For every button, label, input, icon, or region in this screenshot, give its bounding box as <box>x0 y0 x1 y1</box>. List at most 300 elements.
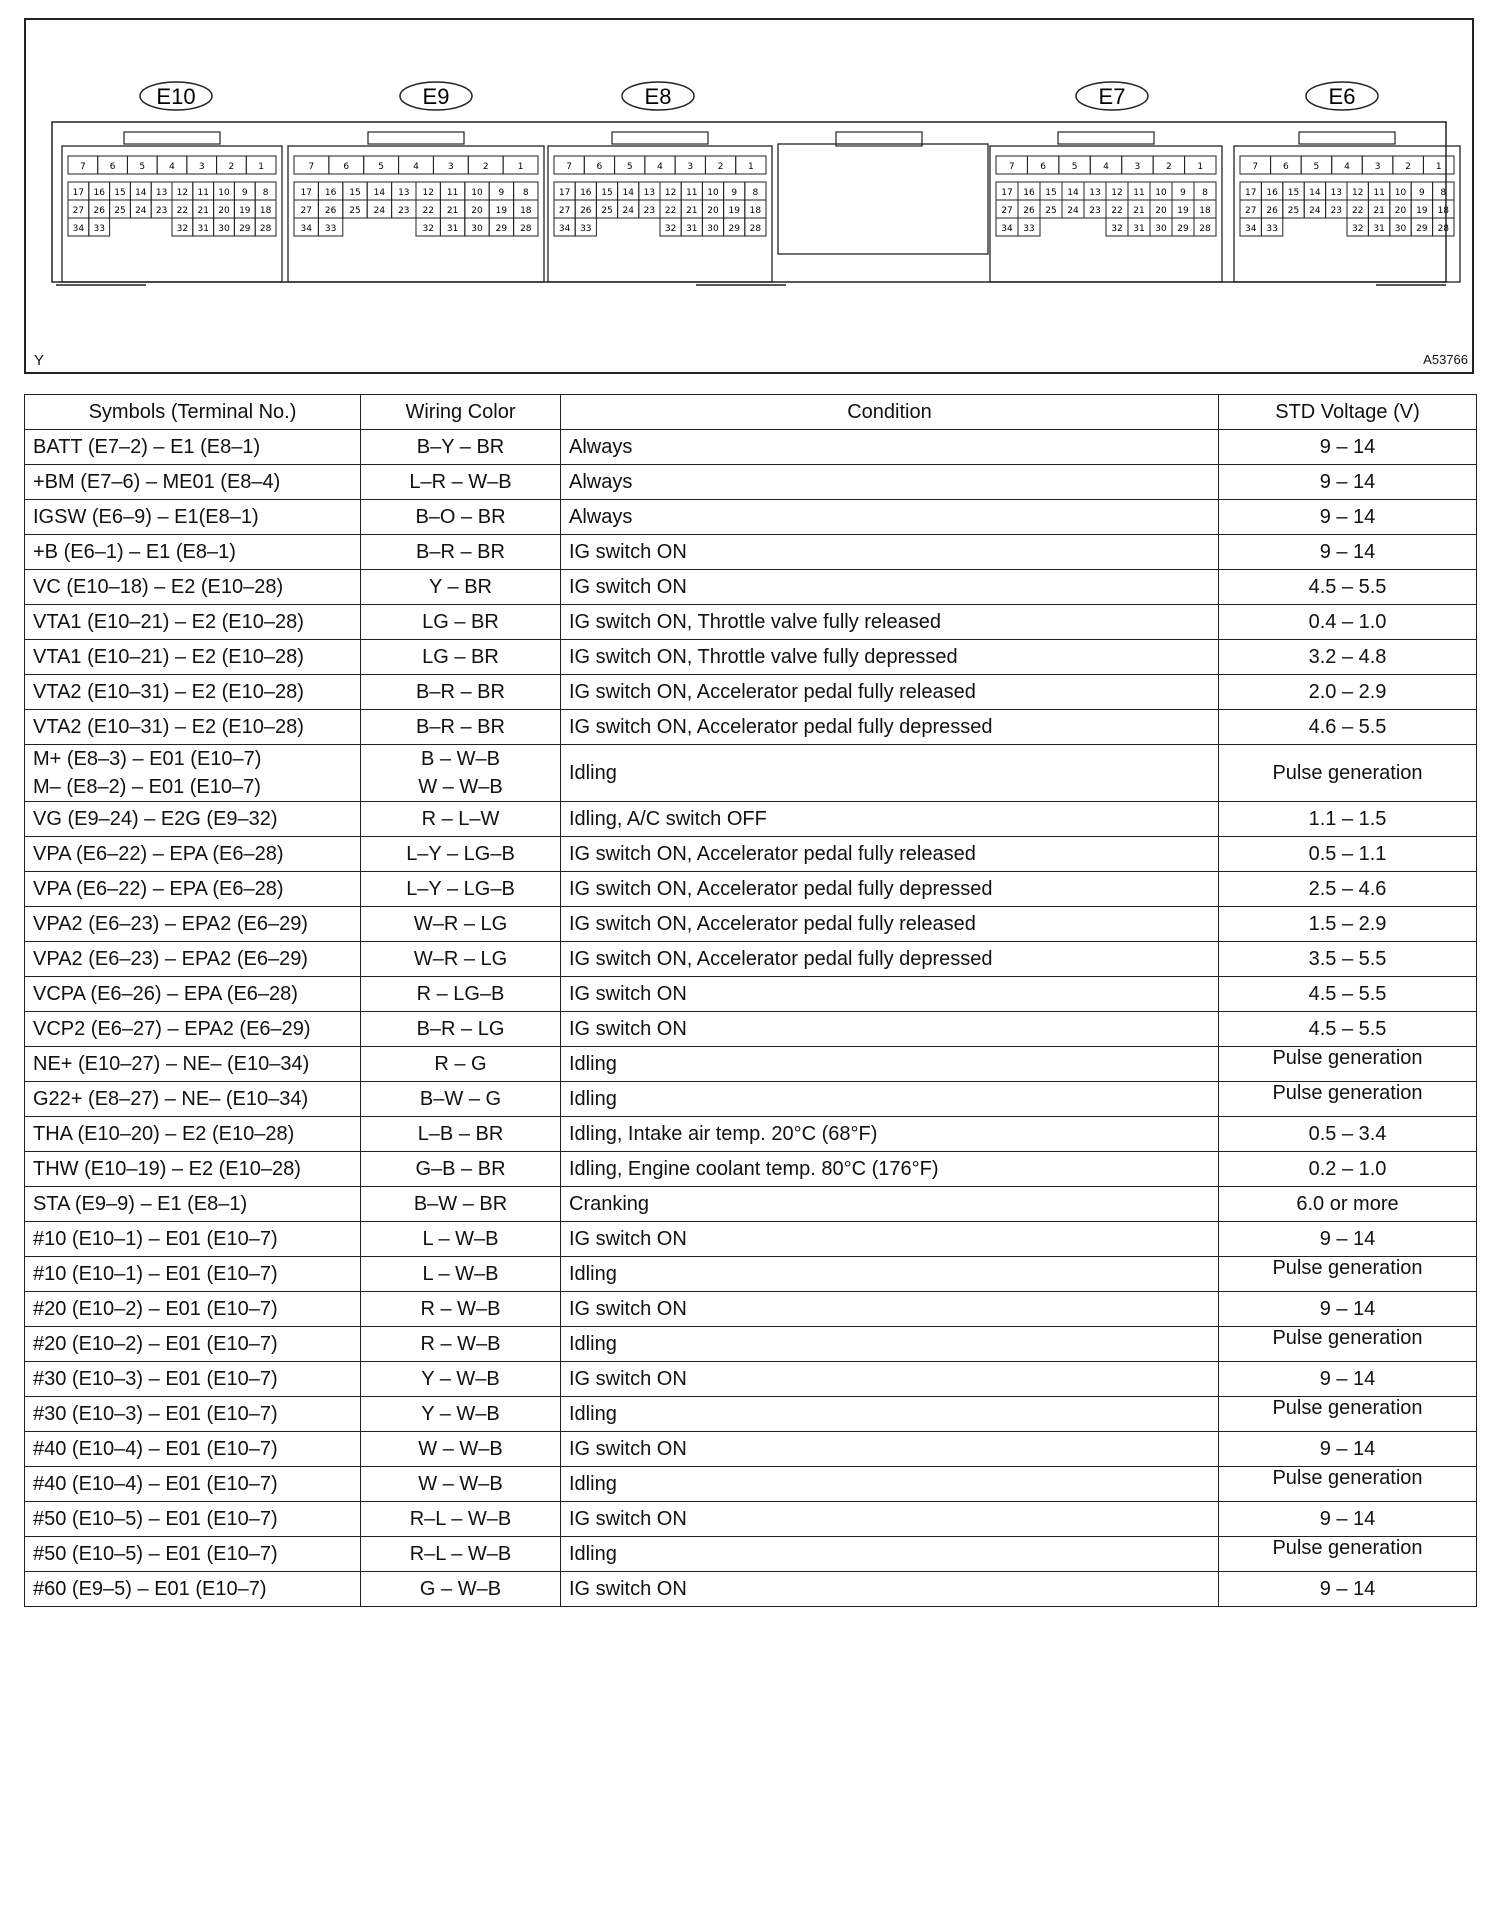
pin-number: 34 <box>300 224 312 234</box>
pin-number: 24 <box>373 206 386 216</box>
pin-number: 17 <box>1001 188 1013 198</box>
cell-symbols-text: VPA (E6–22) – EPA (E6–28) <box>33 842 284 865</box>
cell-wiring-color-text: R – G <box>434 1052 487 1075</box>
cell-symbols <box>25 1292 361 1327</box>
table-row <box>25 1432 1477 1467</box>
cell-std-voltage-text: Pulse generation <box>1272 1397 1423 1419</box>
pin-number: 18 <box>749 206 762 216</box>
cell-condition-text: Always <box>569 470 633 493</box>
cell-std-voltage-text: 9 – 14 <box>1319 1297 1376 1320</box>
cell-wiring-color <box>361 465 561 500</box>
table-row <box>25 1222 1477 1257</box>
cell-condition-text: IG switch ON <box>569 540 687 563</box>
pin-number: 8 <box>522 188 529 198</box>
pin-number: 33 <box>1023 224 1035 234</box>
cell-condition-text: Idling <box>569 1087 617 1110</box>
pin-number: 13 <box>155 188 168 198</box>
table-row <box>25 942 1477 977</box>
cell-condition <box>561 605 1219 640</box>
pin-number: 11 <box>1133 188 1145 198</box>
cell-condition-text: IG switch ON <box>569 982 687 1005</box>
cell-std-voltage-text: 9 – 14 <box>1319 470 1376 493</box>
table-row <box>25 535 1477 570</box>
pin-number: 19 <box>1177 206 1189 216</box>
pin-number: 33 <box>324 224 337 234</box>
cell-wiring-color <box>361 1047 561 1082</box>
cell-symbols <box>25 465 361 500</box>
cell-condition-text: IG switch ON, Accelerator pedal fully released <box>569 680 976 703</box>
table-row <box>25 430 1477 465</box>
cell-condition <box>561 1362 1219 1397</box>
connector-label: E7 <box>1098 84 1126 109</box>
pin-number: 27 <box>1001 206 1013 216</box>
cell-condition <box>561 977 1219 1012</box>
pin-number: 6 <box>596 162 603 172</box>
cell-condition-text: Cranking <box>569 1192 650 1215</box>
cell-condition <box>561 570 1219 605</box>
pin-number: 34 <box>1001 224 1013 234</box>
pin-number: 25 <box>1287 206 1300 216</box>
pin-number: 28 <box>749 224 762 234</box>
table-row <box>25 1292 1477 1327</box>
cell-symbols <box>25 675 361 710</box>
pin-number: 2 <box>228 162 235 172</box>
pin-number: 26 <box>1023 206 1035 216</box>
cell-std-voltage <box>1219 745 1477 802</box>
pin-number: 3 <box>1134 162 1141 172</box>
cell-wiring-color-text: B–R – LG <box>416 1017 505 1040</box>
pin-number: 22 <box>1111 206 1123 216</box>
pin-number: 5 <box>139 162 146 172</box>
cell-std-voltage <box>1219 1537 1477 1572</box>
pin-number: 1 <box>258 162 265 172</box>
cell-std-voltage <box>1219 1292 1477 1327</box>
pin-number: 32 <box>664 224 677 234</box>
cell-condition <box>561 1187 1219 1222</box>
cell-symbols-text: #50 (E10–5) – E01 (E10–7) <box>33 1542 278 1565</box>
cell-condition-text: IG switch ON <box>569 1437 687 1460</box>
pin-number: 6 <box>109 162 116 172</box>
pin-number: 27 <box>300 206 312 216</box>
cell-symbols-text: NE+ (E10–27) – NE– (E10–34) <box>33 1052 310 1075</box>
pin-number: 23 <box>155 206 168 216</box>
pin-number: 34 <box>72 224 85 234</box>
cell-std-voltage-text: 2.5 – 4.6 <box>1308 877 1387 900</box>
cell-symbols-text: VPA2 (E6–23) – EPA2 (E6–29) <box>33 912 308 935</box>
pin-number: 25 <box>601 206 613 216</box>
cell-symbols-text: #20 (E10–2) – E01 (E10–7) <box>33 1332 278 1355</box>
cell-wiring-color-text: W – W–B <box>418 1437 503 1460</box>
pin-number: 9 <box>241 188 248 198</box>
connector-drawing <box>26 20 1472 372</box>
cell-std-voltage <box>1219 1152 1477 1187</box>
pin-number: 10 <box>1155 188 1167 198</box>
pin-number: 19 <box>728 206 740 216</box>
table-row <box>25 1082 1477 1117</box>
pin-number: 24 <box>135 206 147 216</box>
cell-wiring-color <box>361 802 561 837</box>
cell-condition-text: IG switch ON <box>569 1367 687 1390</box>
pin-number: 22 <box>664 206 677 216</box>
pin-number: 15 <box>1287 188 1300 198</box>
pin-number: 1 <box>1435 162 1442 172</box>
cell-wiring-color-text: L–Y – LG–B <box>406 842 515 865</box>
cell-symbols <box>25 745 361 802</box>
cell-std-voltage <box>1219 1432 1477 1467</box>
pin-number: 3 <box>198 162 205 172</box>
table-row <box>25 1047 1477 1082</box>
cell-condition-text: IG switch ON, Accelerator pedal fully depressed <box>569 877 993 900</box>
table-row <box>25 1187 1477 1222</box>
cell-symbols-text: #40 (E10–4) – E01 (E10–7) <box>33 1437 278 1460</box>
cell-std-voltage-text: 6.0 or more <box>1296 1192 1399 1215</box>
cell-wiring-color <box>361 837 561 872</box>
pin-number: 13 <box>1089 188 1101 198</box>
cell-wiring-color-text: W – W–B <box>418 776 503 798</box>
cell-std-voltage <box>1219 1397 1477 1432</box>
cell-condition <box>561 1467 1219 1502</box>
cell-symbols-text: STA (E9–9) – E1 (E8–1) <box>33 1192 248 1215</box>
cell-condition-text: IG switch ON, Throttle valve fully depressed <box>569 645 958 668</box>
cell-wiring-color-text: B–R – BR <box>416 715 505 738</box>
pin-number: 29 <box>239 224 251 234</box>
pin-number: 13 <box>643 188 656 198</box>
cell-wiring-color-text: G – W–B <box>419 1577 502 1600</box>
cell-std-voltage <box>1219 500 1477 535</box>
cell-symbols <box>25 710 361 745</box>
cell-symbols-text: VTA1 (E10–21) – E2 (E10–28) <box>33 610 304 633</box>
cell-condition-text: Idling <box>569 1052 617 1075</box>
pin-number: 20 <box>218 206 230 216</box>
cell-wiring-color-text: L–R – W–B <box>409 470 512 493</box>
cell-std-voltage-text: Pulse generation <box>1272 761 1423 784</box>
cell-symbols <box>25 942 361 977</box>
cell-symbols <box>25 1047 361 1082</box>
pin-number: 1 <box>517 162 524 172</box>
pin-number: 15 <box>601 188 613 198</box>
pin-number: 32 <box>422 224 434 234</box>
cell-std-voltage <box>1219 1467 1477 1502</box>
cell-wiring-color <box>361 1082 561 1117</box>
cell-symbols <box>25 1432 361 1467</box>
cell-condition <box>561 1537 1219 1572</box>
cell-wiring-color <box>361 1467 561 1502</box>
cell-std-voltage-text: 4.5 – 5.5 <box>1308 982 1387 1005</box>
pin-number: 11 <box>1373 188 1385 198</box>
pin-number: 11 <box>686 188 698 198</box>
pin-number: 28 <box>259 224 272 234</box>
cell-symbols <box>25 1012 361 1047</box>
cell-wiring-color <box>361 907 561 942</box>
table-row <box>25 872 1477 907</box>
cell-std-voltage <box>1219 1502 1477 1537</box>
cell-symbols-text: VC (E10–18) – E2 (E10–28) <box>33 575 284 598</box>
pin-number: 27 <box>72 206 85 216</box>
cell-wiring-color <box>361 1222 561 1257</box>
cell-symbols <box>25 640 361 675</box>
cell-std-voltage <box>1219 977 1477 1012</box>
cell-wiring-color <box>361 1292 561 1327</box>
table-row <box>25 802 1477 837</box>
cell-condition <box>561 1432 1219 1467</box>
cell-wiring-color <box>361 500 561 535</box>
pin-number: 31 <box>686 224 698 234</box>
cell-std-voltage <box>1219 872 1477 907</box>
cell-std-voltage-text: 9 – 14 <box>1319 1507 1376 1530</box>
pin-number: 28 <box>520 224 532 234</box>
pin-number: 30 <box>707 224 719 234</box>
table-row <box>25 1467 1477 1502</box>
pin-number: 12 <box>176 188 189 198</box>
pin-number: 9 <box>1419 188 1425 198</box>
cell-condition <box>561 640 1219 675</box>
pin-number: 11 <box>197 188 209 198</box>
pin-number: 19 <box>1416 206 1428 216</box>
cell-condition <box>561 1502 1219 1537</box>
pin-number: 9 <box>731 188 738 198</box>
cell-std-voltage-text: 9 – 14 <box>1319 1437 1376 1460</box>
cell-symbols-text: +BM (E7–6) – ME01 (E8–4) <box>33 470 281 493</box>
pin-number: 3 <box>687 162 694 172</box>
pin-number: 30 <box>218 224 230 234</box>
cell-symbols-text: IGSW (E6–9) – E1(E8–1) <box>33 505 259 528</box>
pin-number: 12 <box>422 188 434 198</box>
cell-condition <box>561 907 1219 942</box>
cell-symbols-text: #20 (E10–2) – E01 (E10–7) <box>33 1297 278 1320</box>
cell-std-voltage-text: 9 – 14 <box>1319 435 1376 458</box>
cell-condition <box>561 500 1219 535</box>
pin-number: 23 <box>1330 206 1343 216</box>
header-std-voltage: STD Voltage (V) <box>1219 395 1477 430</box>
table-row <box>25 907 1477 942</box>
cell-wiring-color-text: LG – BR <box>422 610 499 633</box>
connector-label: E10 <box>156 84 196 109</box>
cell-std-voltage <box>1219 675 1477 710</box>
terminal-voltage-table <box>24 394 1477 1607</box>
cell-wiring-color-text: W–R – LG <box>413 947 508 970</box>
cell-std-voltage <box>1219 1187 1477 1222</box>
pin-number: 34 <box>1244 224 1257 234</box>
pin-number: 20 <box>471 206 483 216</box>
pin-number: 30 <box>471 224 483 234</box>
pin-number: 4 <box>1344 162 1350 172</box>
pin-number: 21 <box>197 206 209 216</box>
pin-number: 31 <box>197 224 209 234</box>
pin-number: 26 <box>580 206 592 216</box>
cell-symbols <box>25 1082 361 1117</box>
cell-wiring-color-text: Y – BR <box>429 575 492 598</box>
table-header-row <box>25 395 1477 430</box>
cell-std-voltage-text: Pulse generation <box>1272 1327 1423 1349</box>
table-row <box>25 570 1477 605</box>
pin-number: 20 <box>1394 206 1407 216</box>
cell-wiring-color-text: R–L – W–B <box>409 1507 512 1530</box>
cell-condition-text: Idling <box>569 761 617 784</box>
table-row <box>25 465 1477 500</box>
pin-number: 26 <box>1266 206 1278 216</box>
table-row <box>25 837 1477 872</box>
cell-std-voltage-text: 1.5 – 2.9 <box>1308 912 1387 935</box>
cell-symbols <box>25 1537 361 1572</box>
pin-number: 1 <box>747 162 754 172</box>
cell-wiring-color <box>361 1327 561 1362</box>
cell-condition <box>561 1292 1219 1327</box>
table-row <box>25 1362 1477 1397</box>
pin-number: 9 <box>1180 188 1186 198</box>
pin-number: 16 <box>93 188 105 198</box>
cell-symbols <box>25 1362 361 1397</box>
table-row <box>25 1327 1477 1362</box>
pin-number: 24 <box>1309 206 1321 216</box>
cell-symbols <box>25 1117 361 1152</box>
cell-condition <box>561 942 1219 977</box>
cell-wiring-color-text: B–O – BR <box>415 505 506 528</box>
cell-std-voltage-text: 3.5 – 5.5 <box>1308 947 1387 970</box>
connector-latch <box>124 132 220 144</box>
pin-number: 21 <box>1373 206 1385 216</box>
pin-number: 24 <box>622 206 634 216</box>
cell-symbols <box>25 500 361 535</box>
pin-number: 23 <box>643 206 656 216</box>
pin-number: 17 <box>72 188 85 198</box>
cell-std-voltage <box>1219 802 1477 837</box>
pin-number: 28 <box>1199 224 1211 234</box>
cell-condition-text: IG switch ON, Accelerator pedal fully depressed <box>569 715 993 738</box>
pin-number: 15 <box>349 188 361 198</box>
cell-condition-text: Idling <box>569 1542 617 1565</box>
cell-std-voltage-text: 9 – 14 <box>1319 540 1376 563</box>
cell-condition-text: Idling, Intake air temp. 20°C (68°F) <box>569 1122 878 1145</box>
cell-std-voltage-text: 0.5 – 3.4 <box>1308 1122 1387 1145</box>
table-row <box>25 1012 1477 1047</box>
table-row <box>25 1537 1477 1572</box>
cell-wiring-color-text: W–R – LG <box>413 912 508 935</box>
cell-wiring-color-text: G–B – BR <box>415 1157 506 1180</box>
cell-wiring-color-text: L–B – BR <box>417 1122 504 1145</box>
table-row <box>25 1502 1477 1537</box>
cell-wiring-color <box>361 1152 561 1187</box>
cell-std-voltage <box>1219 430 1477 465</box>
cell-condition <box>561 1327 1219 1362</box>
pin-number: 12 <box>664 188 677 198</box>
pin-number: 5 <box>1313 162 1320 172</box>
connector-latch <box>1058 132 1154 144</box>
table-row <box>25 1117 1477 1152</box>
cell-symbols-text: #30 (E10–3) – E01 (E10–7) <box>33 1402 278 1425</box>
cell-wiring-color-text: R – W–B <box>420 1332 501 1355</box>
pin-number: 5 <box>626 162 633 172</box>
table-row <box>25 640 1477 675</box>
pin-number: 26 <box>324 206 337 216</box>
pin-number: 7 <box>1008 162 1015 172</box>
cell-std-voltage-text: Pulse generation <box>1272 1047 1423 1069</box>
cell-condition <box>561 535 1219 570</box>
cell-wiring-color <box>361 570 561 605</box>
cell-symbols <box>25 605 361 640</box>
cell-wiring-color-text: L–Y – LG–B <box>406 877 515 900</box>
pin-number: 2 <box>482 162 489 172</box>
cell-std-voltage-text: 3.2 – 4.8 <box>1308 645 1387 668</box>
pin-number: 25 <box>1045 206 1057 216</box>
pin-number: 7 <box>79 162 86 172</box>
cell-std-voltage-text: 0.5 – 1.1 <box>1308 842 1387 865</box>
pin-number: 14 <box>1067 188 1079 198</box>
cell-wiring-color <box>361 1012 561 1047</box>
cell-symbols <box>25 977 361 1012</box>
cell-symbols <box>25 1572 361 1607</box>
cell-std-voltage <box>1219 837 1477 872</box>
pin-number: 22 <box>176 206 189 216</box>
cell-std-voltage-text: 1.1 – 1.5 <box>1308 807 1387 830</box>
pin-number: 2 <box>1405 162 1412 172</box>
cell-wiring-color-text: B–Y – BR <box>416 435 505 458</box>
cell-condition <box>561 1257 1219 1292</box>
pin-number: 19 <box>495 206 508 216</box>
pin-number: 8 <box>1440 188 1447 198</box>
cell-std-voltage-text: 0.2 – 1.0 <box>1308 1157 1387 1180</box>
pin-number: 12 <box>1351 188 1364 198</box>
pin-number: 18 <box>1199 206 1211 216</box>
pin-number: 18 <box>259 206 272 216</box>
pin-number: 32 <box>1111 224 1123 234</box>
cell-condition <box>561 802 1219 837</box>
pin-number: 29 <box>1177 224 1189 234</box>
pin-number: 4 <box>657 162 663 172</box>
cell-wiring-color <box>361 1572 561 1607</box>
cell-std-voltage-text: 9 – 14 <box>1319 505 1376 528</box>
cell-std-voltage-text: 4.5 – 5.5 <box>1308 575 1387 598</box>
pin-number: 28 <box>1437 224 1450 234</box>
cell-symbols-text: THW (E10–19) – E2 (E10–28) <box>33 1157 301 1180</box>
pin-number: 4 <box>1103 162 1109 172</box>
pin-number: 4 <box>413 162 419 172</box>
pin-number: 5 <box>378 162 385 172</box>
pin-number: 20 <box>707 206 719 216</box>
cell-symbols <box>25 837 361 872</box>
cell-symbols-text: VPA (E6–22) – EPA (E6–28) <box>33 877 284 900</box>
cell-std-voltage <box>1219 710 1477 745</box>
cell-condition-text: IG switch ON <box>569 1227 687 1250</box>
cell-std-voltage <box>1219 1257 1477 1292</box>
pin-number: 17 <box>1244 188 1257 198</box>
pin-number: 17 <box>300 188 312 198</box>
pin-number: 12 <box>1111 188 1123 198</box>
cell-std-voltage <box>1219 1572 1477 1607</box>
cell-symbols-text: G22+ (E8–27) – NE– (E10–34) <box>33 1087 309 1110</box>
cell-condition <box>561 465 1219 500</box>
cell-wiring-color-text: B–W – BR <box>413 1192 508 1215</box>
cell-symbols <box>25 570 361 605</box>
cell-std-voltage-text: Pulse generation <box>1272 1257 1423 1279</box>
cell-wiring-color <box>361 745 561 802</box>
cell-symbols <box>25 872 361 907</box>
cell-std-voltage <box>1219 570 1477 605</box>
cell-wiring-color-text: R–L – W–B <box>409 1542 512 1565</box>
cell-std-voltage <box>1219 465 1477 500</box>
cell-std-voltage <box>1219 1117 1477 1152</box>
cell-condition <box>561 1047 1219 1082</box>
cell-std-voltage-text: 9 – 14 <box>1319 1227 1376 1250</box>
table-row <box>25 745 1477 802</box>
cell-symbols <box>25 802 361 837</box>
cell-condition <box>561 1152 1219 1187</box>
pin-number: 20 <box>1155 206 1167 216</box>
cell-std-voltage-text: Pulse generation <box>1272 1537 1423 1559</box>
pin-number: 10 <box>707 188 719 198</box>
cell-symbols-text: VPA2 (E6–23) – EPA2 (E6–29) <box>33 947 308 970</box>
cell-wiring-color <box>361 675 561 710</box>
cell-symbols-text: M+ (E8–3) – E01 (E10–7) <box>33 748 262 770</box>
